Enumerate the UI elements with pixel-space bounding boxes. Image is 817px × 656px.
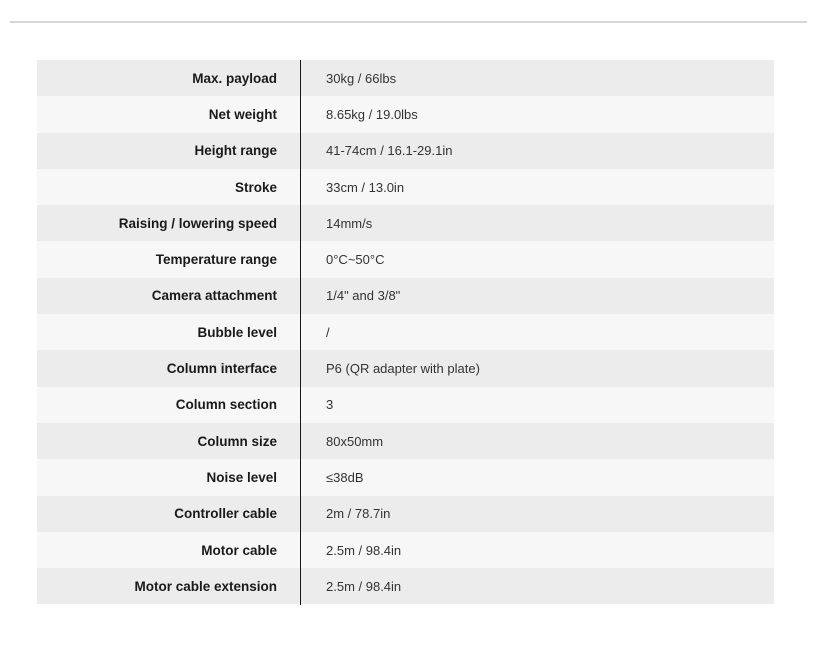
top-divider	[10, 21, 807, 23]
spec-value: 41-74cm / 16.1-29.1in	[326, 143, 453, 159]
spec-value: 2.5m / 98.4in	[326, 578, 402, 594]
spec-row-height-range	[37, 133, 774, 169]
spec-value: 0°C~50°C	[326, 252, 385, 268]
spec-value: 3	[326, 397, 334, 413]
spec-row-speed	[37, 205, 774, 241]
spec-row-controller-cable	[37, 496, 774, 532]
spec-label: Noise level	[206, 469, 277, 485]
spec-row-column-section	[37, 387, 774, 423]
spec-value: /	[326, 324, 330, 340]
spec-row-motor-cable	[37, 532, 774, 568]
spec-value: 8.65kg / 19.0lbs	[326, 106, 418, 122]
spec-label: Column size	[197, 433, 277, 449]
spec-value: ≤38dB	[326, 469, 364, 485]
spec-value: 30kg / 66lbs	[326, 70, 397, 86]
spec-row-temperature-range	[37, 241, 774, 277]
spec-label: Controller cable	[174, 506, 277, 522]
spec-table	[37, 60, 774, 604]
spec-row-motor-cable-extension	[37, 568, 774, 604]
spec-row-stroke	[37, 169, 774, 205]
spec-value: 2.5m / 98.4in	[326, 542, 402, 558]
spec-row-max-payload	[37, 60, 774, 96]
spec-row-noise-level	[37, 459, 774, 495]
spec-value: 1/4" and 3/8"	[326, 288, 401, 304]
spec-row-bubble-level	[37, 314, 774, 350]
spec-row-column-interface	[37, 350, 774, 386]
column-divider	[300, 60, 301, 605]
spec-label: Column interface	[166, 361, 277, 377]
spec-value: 33cm / 13.0in	[326, 179, 405, 195]
spec-row-column-size	[37, 423, 774, 459]
spec-label: Motor cable extension	[134, 578, 277, 594]
spec-value: P6 (QR adapter with plate)	[326, 361, 480, 377]
spec-label: Stroke	[234, 179, 277, 195]
spec-label: Column section	[175, 397, 277, 413]
spec-label: Height range	[194, 143, 277, 159]
spec-row-net-weight	[37, 96, 774, 132]
spec-label: Temperature range	[155, 252, 277, 268]
spec-label: Max. payload	[192, 70, 277, 86]
spec-label: Bubble level	[197, 324, 277, 340]
spec-value: 80x50mm	[326, 433, 384, 449]
spec-label: Raising / lowering speed	[118, 215, 277, 231]
spec-value: 14mm/s	[326, 215, 373, 231]
spec-row-camera-attachment	[37, 278, 774, 314]
spec-label: Net weight	[208, 106, 277, 122]
spec-label: Motor cable	[201, 542, 277, 558]
spec-label: Camera attachment	[151, 288, 277, 304]
spec-value: 2m / 78.7in	[326, 506, 391, 522]
